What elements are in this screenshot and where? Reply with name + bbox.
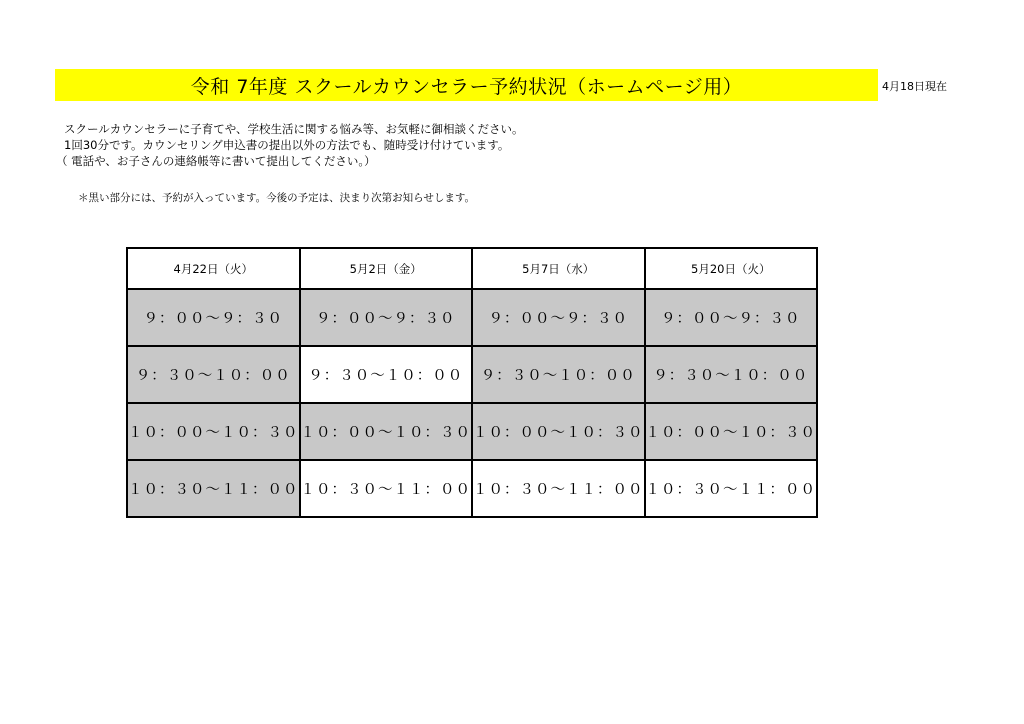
time-slot-cell: １０：００～１０：３０ [127,403,300,460]
time-slot-cell: １０：３０～１１：００ [300,460,473,517]
time-slot-cell: １０：００～１０：３０ [472,403,645,460]
date-header: 5月20日（火） [645,248,818,289]
date-header: 5月2日（金） [300,248,473,289]
table-row [127,460,817,517]
time-slot-cell: ９：３０～１０：００ [472,346,645,403]
as-of-date: 4月18日現在 [882,80,947,93]
intro-line-1: スクールカウンセラーに子育てや、学校生活に関する悩み等、お気軽に御相談ください。 [64,122,524,136]
title-banner [55,69,878,101]
time-slot-cell: ９：００～９：３０ [300,289,473,346]
time-slot-cell: ９：３０～１０：００ [645,346,818,403]
time-slot-cell: ９：３０～１０：００ [300,346,473,403]
date-header: 4月22日（火） [127,248,300,289]
time-slot-cell: １０：３０～１１：００ [127,460,300,517]
time-slot-cell: ９：００～９：３０ [472,289,645,346]
booking-note: ＊黒い部分には、予約が入っています。今後の予定は、決まり次第お知らせします。 [78,192,476,204]
time-slot-cell: ９：００～９：３０ [645,289,818,346]
reservation-table [126,247,818,518]
date-header: 5月7日（水） [472,248,645,289]
date-header-row [127,248,817,289]
time-slot-cell: １０：００～１０：３０ [645,403,818,460]
table-row [127,346,817,403]
time-slot-cell: ９：３０～１０：００ [127,346,300,403]
table-row [127,403,817,460]
table-row [127,289,817,346]
intro-line-2: 1回30分です。カウンセリング申込書の提出以外の方法でも、随時受け付けています。 [64,138,510,152]
intro-line-3: （ 電話や、お子さんの連絡帳等に書いて提出してください。） [56,154,376,168]
time-slot-cell: １０：００～１０：３０ [300,403,473,460]
time-slot-cell: ９：００～９：３０ [127,289,300,346]
page-title: 令和 7年度 スクールカウンセラー予約状況（ホームページ用） [190,75,743,98]
time-slot-cell: １０：３０～１１：００ [472,460,645,517]
time-slot-cell: １０：３０～１１：００ [645,460,818,517]
